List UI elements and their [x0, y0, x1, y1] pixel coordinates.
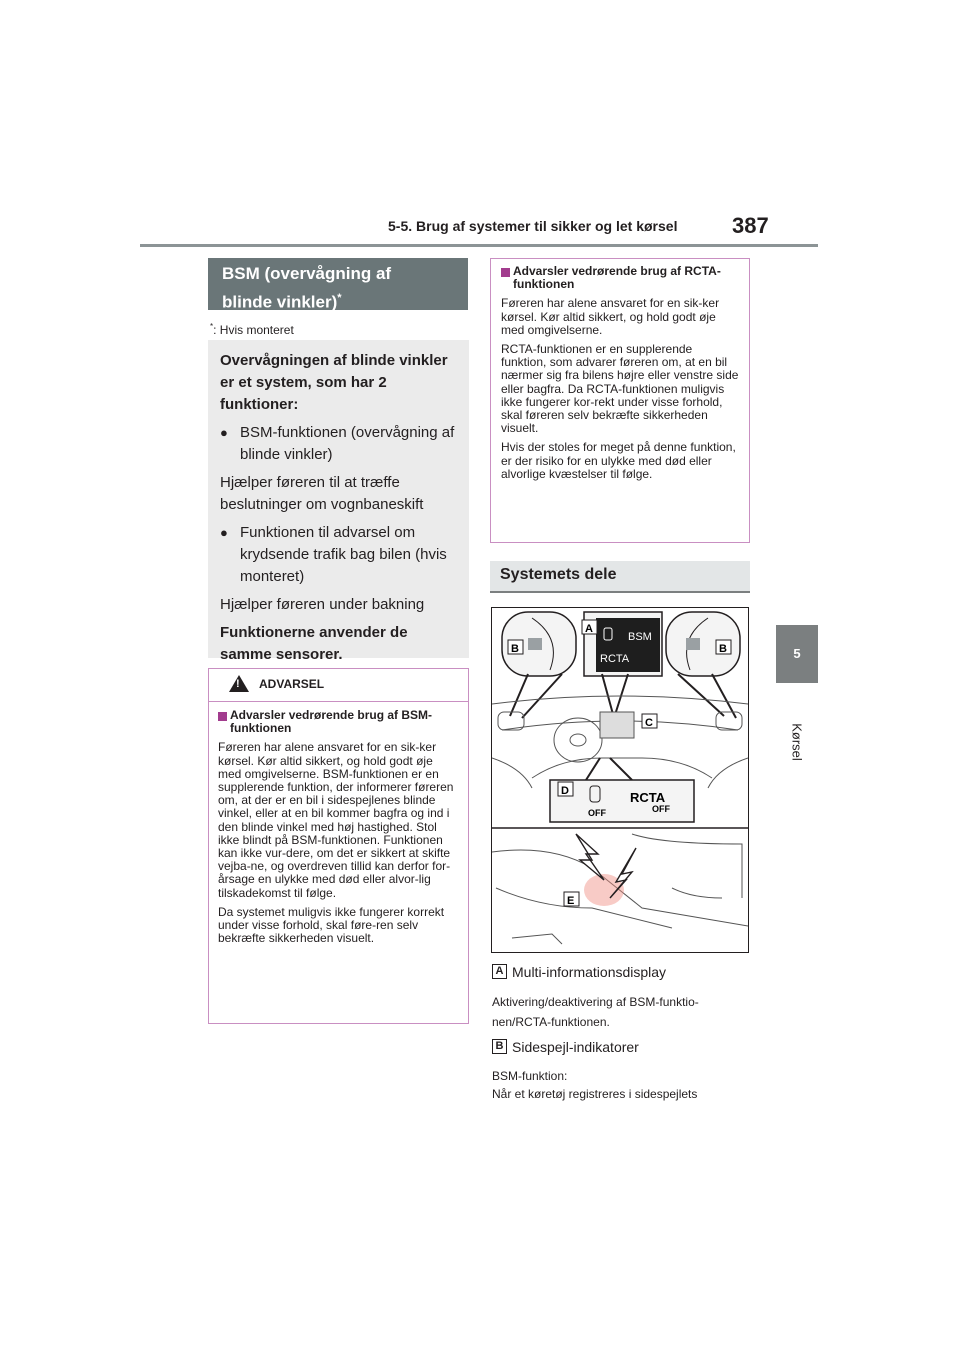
legend-b-desc-line2: Når et køretøj registreres i sidespejlets	[492, 1087, 698, 1101]
label-d: D	[561, 785, 569, 797]
legend-b-desc-line1: BSM-funktion:	[492, 1069, 568, 1083]
footnote	[210, 322, 294, 337]
summary-outro: Funktionerne anvender de samme sensorer.	[220, 624, 408, 663]
footnote-text: : Hvis monteret	[213, 323, 294, 337]
summary-bullet-bsm: ● BSM-funktionen (overvågning af blinde vinkler)	[220, 422, 457, 466]
warning-box	[208, 668, 469, 1024]
warning-body	[209, 702, 468, 945]
parts-heading: Systemets dele	[490, 561, 750, 593]
label-a: A	[585, 623, 593, 635]
page-number: 387	[732, 213, 769, 238]
bsm-heading-line1: BSM (overvågning af	[222, 264, 392, 283]
legend-b-badge: B	[492, 1039, 507, 1054]
warning-title: Advarsler vedrørende brug af BSM-funktionen	[218, 709, 459, 735]
system-parts-illustration	[491, 607, 749, 953]
legend-b-title: Sidespejl-indikatorer	[512, 1039, 639, 1055]
chapter-label-text: Kørsel	[789, 723, 805, 761]
summary-box	[208, 340, 469, 663]
bsm-heading-asterisk: *	[337, 292, 342, 304]
rcta-warning-title: Advarsler vedrørende brug af RCTA-funktionen	[501, 265, 739, 291]
rcta-switch-text: RCTA	[630, 790, 666, 805]
bsm-indicator-icon	[528, 638, 542, 650]
footnote-mark: *	[210, 322, 214, 331]
label-e: E	[567, 895, 575, 907]
legend-a-description: Aktivering/deaktivering af BSM-funktio-nen/RCTA-funktionen.	[492, 995, 699, 1029]
summary-bullet-bsm-desc: Hjælper føreren til at træffe beslutninger om vognbaneskift	[220, 474, 424, 513]
summary-bullet-rcta-desc: Hjælper føreren under bakning	[220, 596, 425, 613]
rcta-switch-off-text: OFF	[652, 804, 670, 814]
rcta-warning-box	[490, 258, 750, 543]
section-title: 5-5. Brug af systemer til sikker og let kørsel	[388, 218, 678, 234]
summary-bullet-rcta: ● Funktionen til advarsel om krydsende trafik bag bilen (hvis monteret)	[220, 522, 457, 588]
warning-paragraph: Da systemet muligvis ikke fungerer korrekt under visse forhold, skal føre-ren selv bekræfte sikkerheden visuelt.	[218, 904, 445, 946]
bsm-heading	[208, 258, 468, 310]
chapter-label	[770, 702, 824, 782]
rcta-warning-paragraph: Føreren har alene ansvaret for en sik-ker kørsel. Kør altid sikkert, og hold godt øje med omgivelserne.	[501, 296, 720, 337]
display-rcta-text: RCTA	[600, 653, 630, 665]
legend-b-description	[492, 1067, 754, 1103]
header-divider	[140, 244, 818, 247]
legend-a-badge: A	[492, 964, 507, 979]
warning-label: ADVARSEL	[259, 677, 325, 691]
warning-paragraph: Føreren har alene ansvaret for en sik-ker kørsel. Kør altid sikkert, og hold godt øje med omgivelserne. BSM-funktionen er en supplerende funktion, der informerer føreren om, at der er en bil i sidespejlenes blinde vinkel, eller at en bil kommer bagfra og ind i den blinde vinkel med høj hastighed. Stol ikke blindt på BSM-funktionen. Funktionen kan ikke vur-dere, om det er sikkert at skifte vejba-ne, og overdreven tillid kan derfor for-årsage en ulykke med død eller alvor-lig tilskadekomst til følge.	[218, 740, 454, 900]
bsm-heading-line2	[222, 286, 468, 315]
warning-header	[209, 669, 468, 702]
label-b-right: B	[719, 643, 727, 655]
rcta-warning-paragraph: Hvis der stoles for meget på denne funktion, er der risiko for en ulykke med død eller alvorlige kvæstelser til følge.	[501, 440, 736, 481]
summary-intro: Overvågningen af blinde vinkler er et system, som har 2 funktioner:	[220, 352, 448, 413]
label-c: C	[645, 717, 653, 729]
display-bsm-text: BSM	[628, 631, 652, 643]
warning-triangle-icon: !	[229, 675, 249, 692]
legend-a-title: Multi-informationsdisplay	[512, 964, 667, 980]
bsm-switch-off-text: OFF	[588, 808, 606, 818]
bsm-heading-line2-text: blinde vinkler)	[222, 292, 338, 312]
radar-wave-icon	[576, 834, 604, 880]
label-b-left: B	[511, 643, 519, 655]
bsm-indicator-icon	[686, 638, 700, 650]
rcta-warning-paragraph: RCTA-funktionen er en supplerende funktion, som advarer føreren om, at en bil nærmer sig fra bilens højre eller venstre side eller bagfra. Da RCTA-funktionen muligvis ikke fungerer kor-rekt under visse forhold, skal føreren selv bekræfte sikkerheden visuelt.	[501, 342, 739, 436]
chapter-tab[interactable]: 5	[776, 625, 818, 683]
